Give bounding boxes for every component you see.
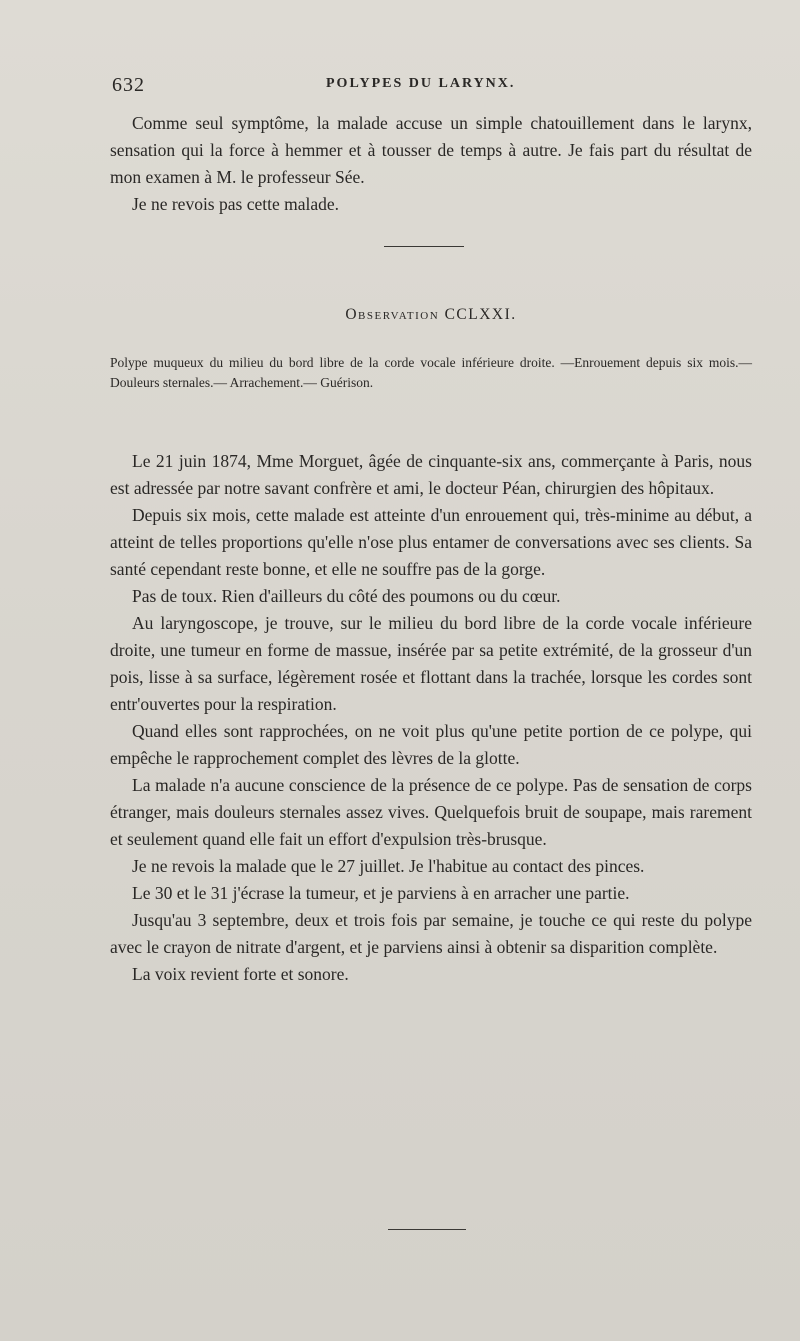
observation-summary bbox=[110, 353, 752, 393]
observation-title: Observation CCLXXI. bbox=[345, 306, 517, 323]
summary-text: Polype muqueux du milieu du bord libre de la corde vocale inférieure droite. —Enrouement depuis six mois.—Douleurs sternales.— Arrachement.— Guérison. bbox=[110, 355, 752, 390]
paragraph: Comme seul symptôme, la malade accuse un simple chatouillement dans le larynx, sensation qui la force à hemmer et à tousser de temps à autre. Je fais part du résultat de mon examen à M. le professeur Sée. bbox=[110, 113, 752, 187]
intro-text bbox=[110, 110, 752, 218]
page-number: 632 bbox=[112, 74, 145, 96]
paragraph: Pas de toux. Rien d'ailleurs du côté des poumons ou du cœur. bbox=[132, 586, 561, 606]
paragraph: Jusqu'au 3 septembre, deux et trois fois par semaine, je touche ce qui reste du polype avec le crayon de nitrate d'argent, et je parviens ainsi à obtenir sa disparition complète. bbox=[110, 910, 752, 957]
paragraph: La voix revient forte et sonore. bbox=[132, 964, 349, 984]
paragraph: Le 21 juin 1874, Mme Morguet, âgée de cinquante-six ans, commerçante à Paris, nous est adressée par notre savant confrère et ami, le docteur Péan, chirurgien des hôpitaux. bbox=[110, 451, 752, 498]
paragraph: Depuis six mois, cette malade est atteinte d'un enrouement qui, très-minime au début, a atteint de telles proportions qu'elle n'ose plus entamer de conversations avec ses clients. Sa santé cependant reste bonne, et elle ne souffre pas de la gorge. bbox=[110, 505, 752, 579]
paragraph: Quand elles sont rapprochées, on ne voit plus qu'une petite portion de ce polype, qui empêche le rapprochement complet des lèvres de la glotte. bbox=[110, 721, 752, 768]
section-divider bbox=[384, 246, 464, 247]
page-header bbox=[112, 74, 752, 104]
paragraph: Au laryngoscope, je trouve, sur le milieu du bord libre de la corde vocale inférieure droite, une tumeur en forme de massue, insérée par sa petite extrémité, de la grosseur d'un pois, lisse à sa surface, légèrement rosée et flottant dans la trachée, lorsque les cordes sont entr'ouvertes pour la respiration. bbox=[110, 613, 752, 714]
paragraph: Le 30 et le 31 j'écrase la tumeur, et je parviens à en arracher une partie. bbox=[132, 883, 630, 903]
paragraph: La malade n'a aucune conscience de la présence de ce polype. Pas de sensation de corps étranger, mais douleurs sternales assez vives. Quelquefois bruit de soupape, mais rarement et seulement quand elle fait un effort d'expulsion très-brusque. bbox=[110, 775, 752, 849]
paragraph: Je ne revois pas cette malade. bbox=[132, 194, 339, 214]
observation-body bbox=[110, 448, 752, 988]
running-title: POLYPES DU LARYNX. bbox=[326, 76, 516, 91]
paragraph: Je ne revois la malade que le 27 juillet. Je l'habitue au contact des pinces. bbox=[132, 856, 645, 876]
end-divider bbox=[388, 1229, 466, 1230]
